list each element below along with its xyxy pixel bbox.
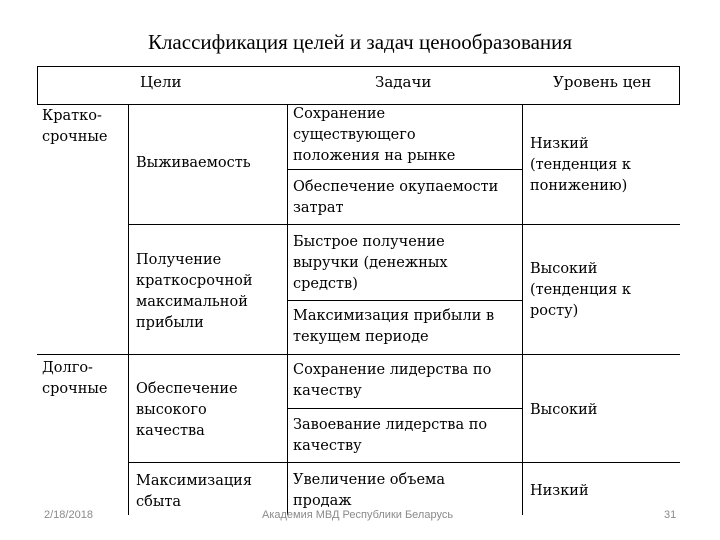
goal-divider-1: [128, 224, 287, 225]
footer-page-number: 31: [664, 509, 677, 521]
table-right-border: [679, 66, 680, 104]
task-max-profit: Максимизация прибыли в текущем периоде: [293, 308, 495, 345]
page-title: Классификация целей и задач ценообразования: [147, 30, 573, 54]
goals-right-line: [287, 104, 288, 515]
goal-high-quality: Обеспечение высокого качества: [136, 381, 238, 439]
table-top-border: [37, 66, 680, 67]
task-keep-position: Сохранение существующего положения на рынке: [293, 106, 456, 164]
task-divider-4: [287, 354, 680, 355]
term-long: Долго- срочные: [42, 360, 108, 397]
goal-short-profit: Получение краткосрочной максимальной прибыли: [136, 252, 253, 331]
task-win-quality-lead: Завоевание лидерства по качеству: [293, 417, 488, 454]
goals-left-line: [128, 104, 129, 515]
task-divider-2: [287, 224, 680, 225]
task-divider-1: [287, 169, 522, 170]
price-level-low: Низкий: [530, 483, 589, 499]
tasks-right-line: [522, 104, 523, 515]
price-level-low-down: Низкий (тенденция к понижению): [530, 136, 631, 194]
header-price-level: Уровень цен: [553, 73, 652, 91]
goal-max-sales: Максимизация сбыта: [136, 473, 252, 510]
price-level-high-up: Высокий (тенденция к росту): [530, 261, 631, 319]
task-divider-6: [287, 462, 680, 463]
task-fast-revenue: Быстрое получение выручки (денежных средств): [293, 234, 448, 292]
table-left-border: [37, 66, 38, 104]
goal-divider-2: [128, 462, 287, 463]
goal-survival: Выживаемость: [136, 155, 251, 171]
task-sales-growth: Увеличение объема продаж: [293, 472, 445, 509]
task-keep-quality-lead: Сохранение лидерства по качеству: [293, 362, 492, 399]
footer-org: Академия МВД Республики Беларусь: [262, 509, 454, 521]
term-divider-line: [37, 354, 287, 355]
header-tasks: Задачи: [375, 73, 432, 91]
task-divider-3: [287, 300, 522, 301]
footer-date: 2/18/2018: [44, 509, 93, 521]
term-short: Кратко- срочные: [42, 108, 108, 145]
task-cost-recovery: Обеспечение окупаемости затрат: [293, 179, 499, 216]
header-goals: Цели: [140, 73, 182, 91]
task-divider-5: [287, 408, 522, 409]
price-level-high: Высокий: [530, 402, 598, 418]
